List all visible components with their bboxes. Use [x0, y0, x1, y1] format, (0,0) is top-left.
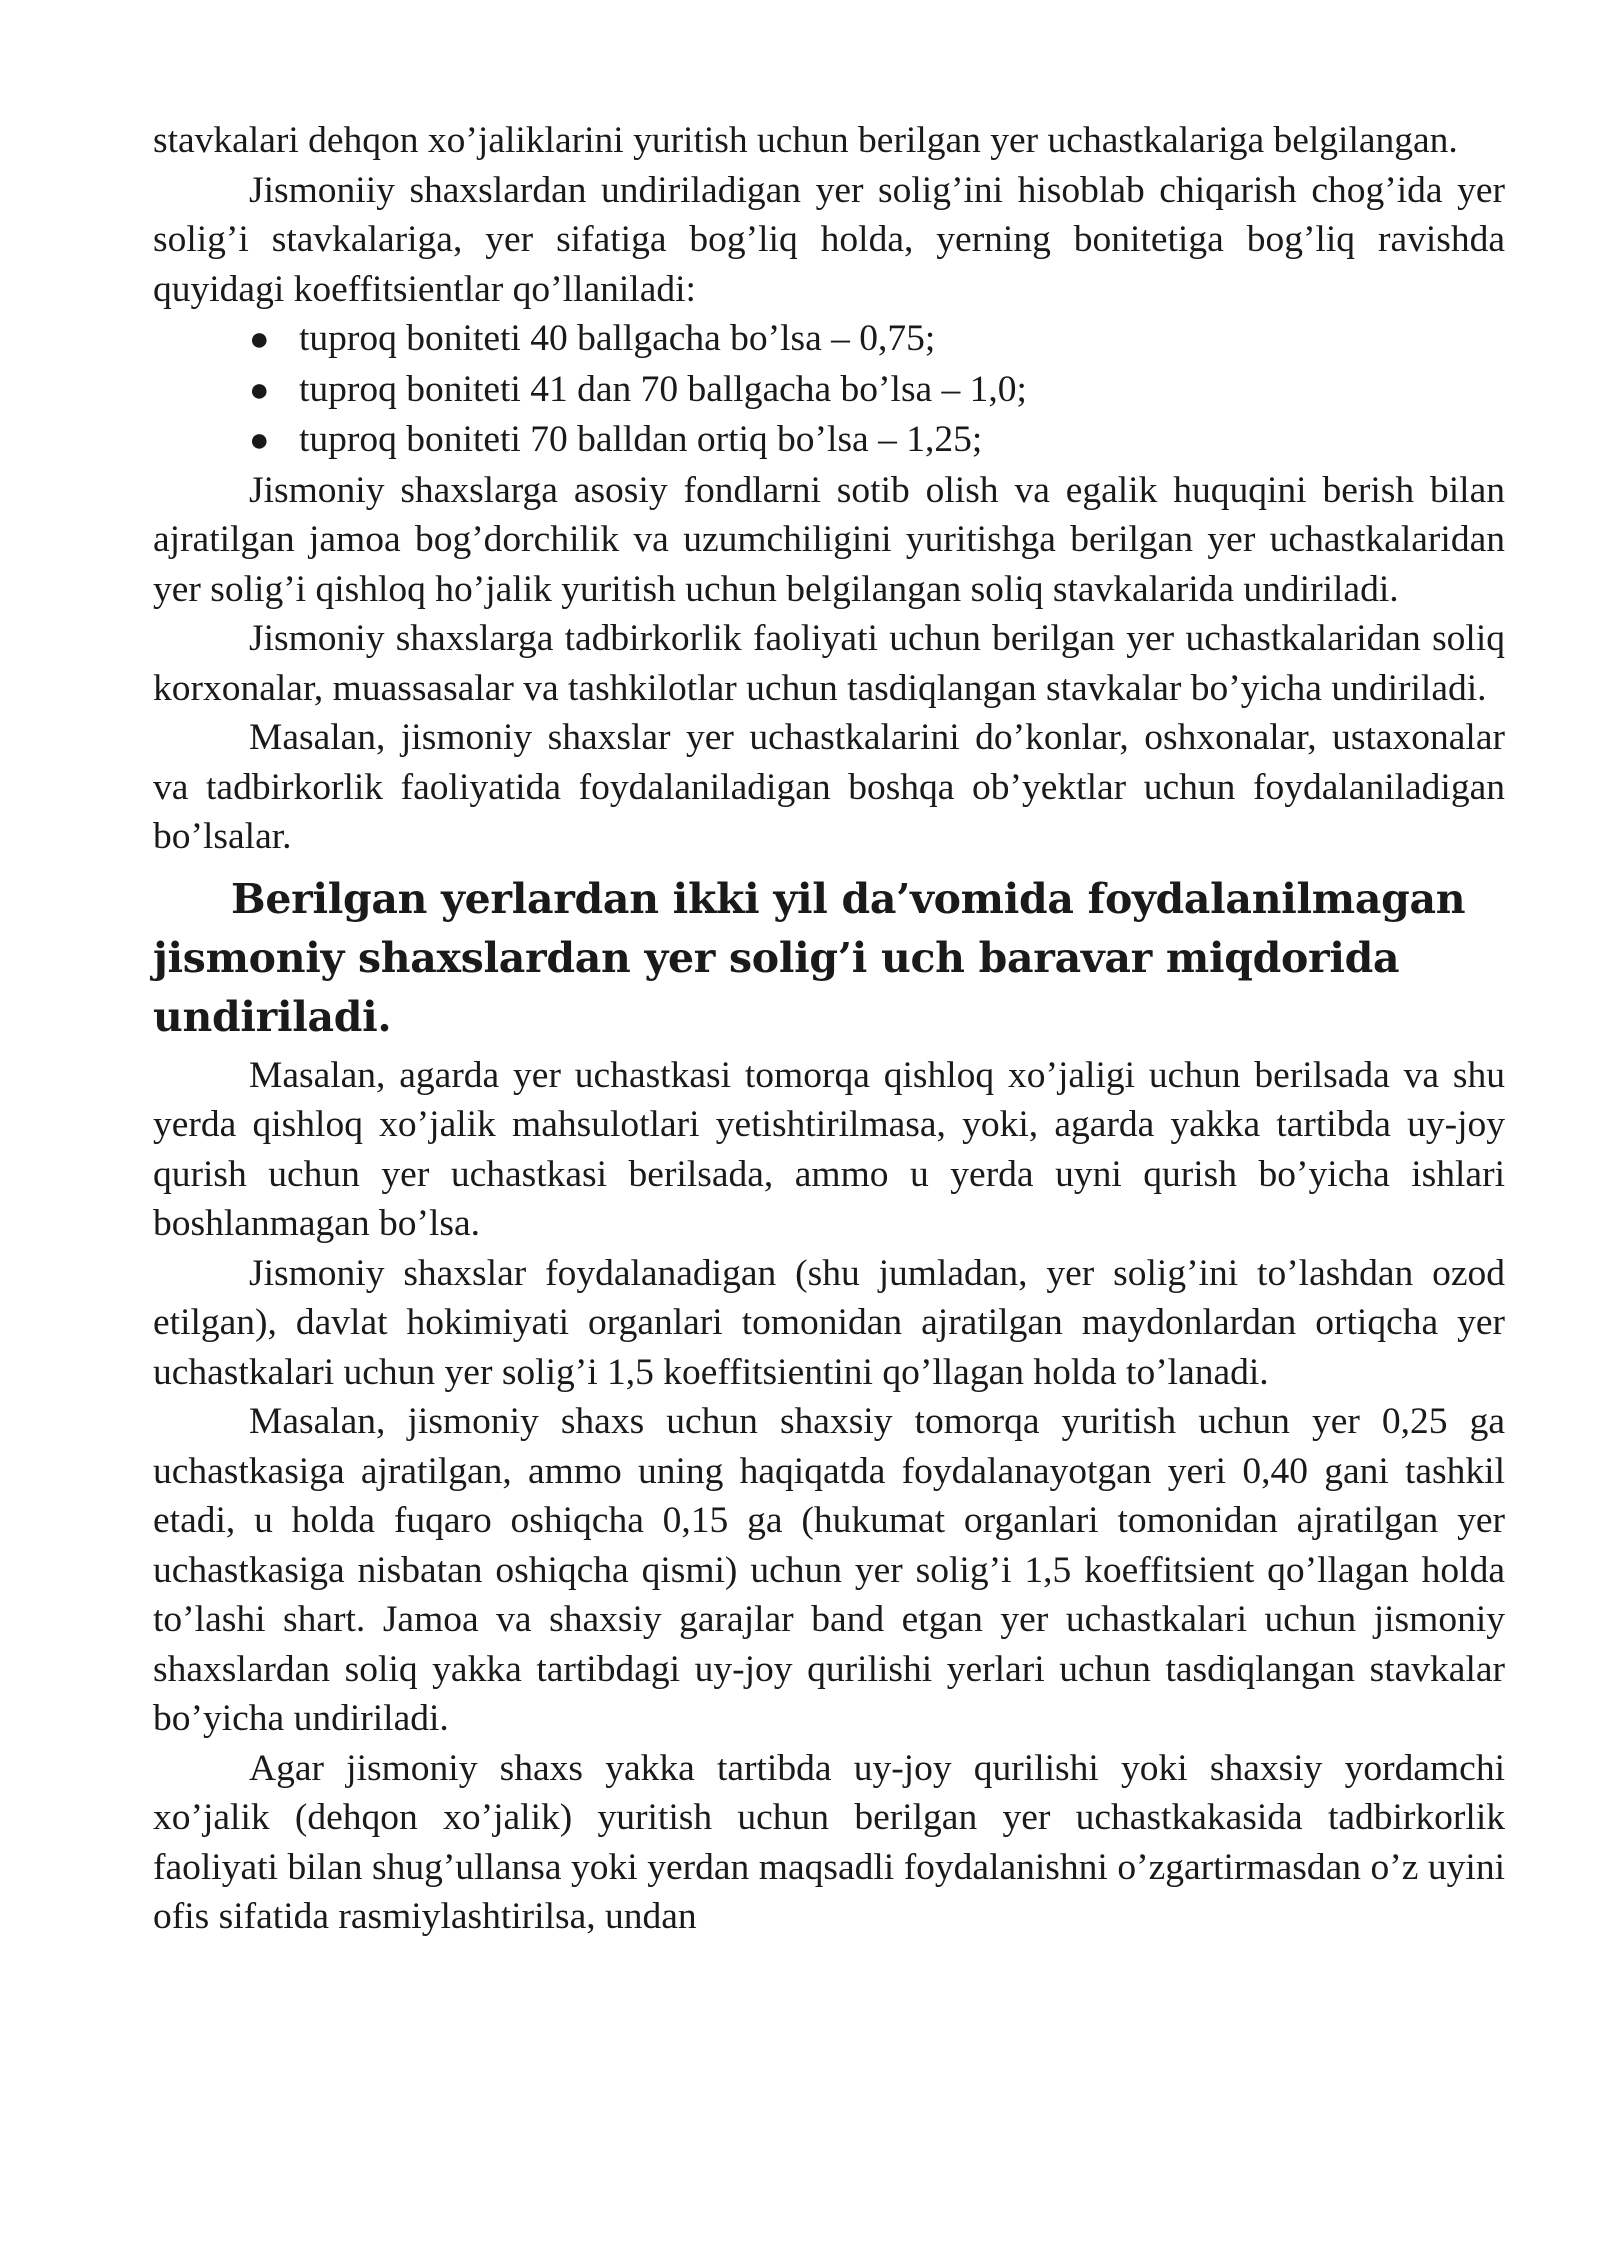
section-heading: Berilgan yerlardan ikki yil da’vomida foydalanilmagan jismoniy shaxslardan yer solig’i uch baravar miqdorida undiriladi.: [153, 874, 1466, 1041]
list-item: [249, 415, 1505, 466]
coefficient-list: [153, 314, 1505, 466]
bullet-icon: ●: [249, 422, 270, 459]
paragraph-continuation: stavkalari dehqon xo’jaliklarini yuritish uchun berilgan yer uchastkalariga belgilangan.: [153, 120, 1458, 161]
list-item-text: tuproq boniteti 70 balldan ortiq bo’lsa – 1,25;: [299, 419, 983, 460]
paragraph-collective-gardening: Jismoniy shaxslarga asosiy fondlarni sotib olish va egalik huquqini berish bilan ajratilgan jamoa bog’dorchilik va uzumchiligini yuritishga berilgan yer uchastkalaridan yer solig’i qishloq ho’jalik yuritish uchun belgilangan soliq stavkalarida undiriladi.: [153, 469, 1505, 610]
list-item-text: tuproq boniteti 41 dan 70 ballgacha bo’lsa – 1,0;: [299, 368, 1027, 410]
list-item: [249, 314, 1505, 365]
list-item-text: tuproq boniteti 40 ballgacha bo’lsa – 0,75;: [299, 318, 936, 359]
paragraph-example-shops: Masalan, jismoniy shaxslar yer uchastkalarini do’konlar, oshxonalar, ustaxonalar va tadbirkorlik faoliyatida foydalaniladigan boshqa ob’yektlar uchun foydalaniladigan bo’lsalar.: [153, 717, 1505, 857]
paragraph-business-activity: Jismoniy shaxslarga tadbirkorlik faoliyati uchun berilgan yer uchastkalaridan soliq korxonalar, muassasalar va tashkilotlar uchun tasdiqlangan stavkalar bo’yicha undiriladi.: [153, 618, 1505, 709]
paragraph-office-use: Agar jismoniy shaxs yakka tartibda uy-joy qurilishi yoki shaxsiy yordamchi xo’jalik (dehqon xo’jalik) yuritish uchun berilgan yer uchastkakasida tadbirkorlik faoliyati bilan shug’ullansa yoki yerdan maqsadli foydalanishni o’zgartirmasdan o’z uyini ofis sifatida rasmiylashtirilsa, undan: [153, 1747, 1505, 1937]
list-item: [249, 365, 1505, 416]
paragraph-example-unused-land: Masalan, agarda yer uchastkasi tomorqa qishloq xo’jaligi uchun berilsada va shu yerda qishloq xo’jalik mahsulotlari yetishtirilmasa, yoki, agarda yakka tartibda uy-joy qurish uchun yer uchastkasi berilsada, ammo u yerda uyni qurish bo’yicha ishlari boshlanmagan bo’lsa.: [153, 1054, 1505, 1244]
bullet-icon: ●: [249, 371, 270, 409]
paragraph-coefficients-intro: Jismoniiy shaxslardan undiriladigan yer solig’ini hisoblab chiqarish chog’ida yer solig’i stavkalariga, yer sifatiga bog’liq holda, yerning bonitetiga bog’liq ravishda quyidagi koeffitsientlar qo’llaniladi:: [153, 169, 1505, 310]
document-page: [153, 116, 1505, 1942]
paragraph-excess-land: Jismoniy shaxslar foydalanadigan (shu jumladan, yer solig’ini to’lashdan ozod etilgan), davlat hokimiyati organlari tomonidan ajratilgan maydonlardan ortiqcha yer uchastkalari uchun yer solig’i 1,5 koeffitsientini qo’llagan holda to’lanadi.: [153, 1252, 1505, 1393]
paragraph-example-excess-area: Masalan, jismoniy shaxs uchun shaxsiy tomorqa yuritish uchun yer 0,25 ga uchastkasiga ajratilgan, ammo uning haqiqatda foydalanayotgan yeri 0,40 gani tashkil etadi, u holda fuqaro oshiqcha 0,15 ga (hukumat organlari tomonidan ajratilgan yer uchastkasiga nisbatan oshiqcha qismi) uchun yer solig’i 1,5 koeffitsient qo’llagan holda to’lashi shart. Jamoa va shaxsiy garajlar band etgan yer uchastkalari uchun jismoniy shaxslardan soliq yakka tartibdagi uy-joy qurilishi yerlari uchun tasdiqlangan stavkalar bo’yicha undiriladi.: [153, 1401, 1505, 1739]
bullet-icon: ●: [249, 321, 270, 358]
